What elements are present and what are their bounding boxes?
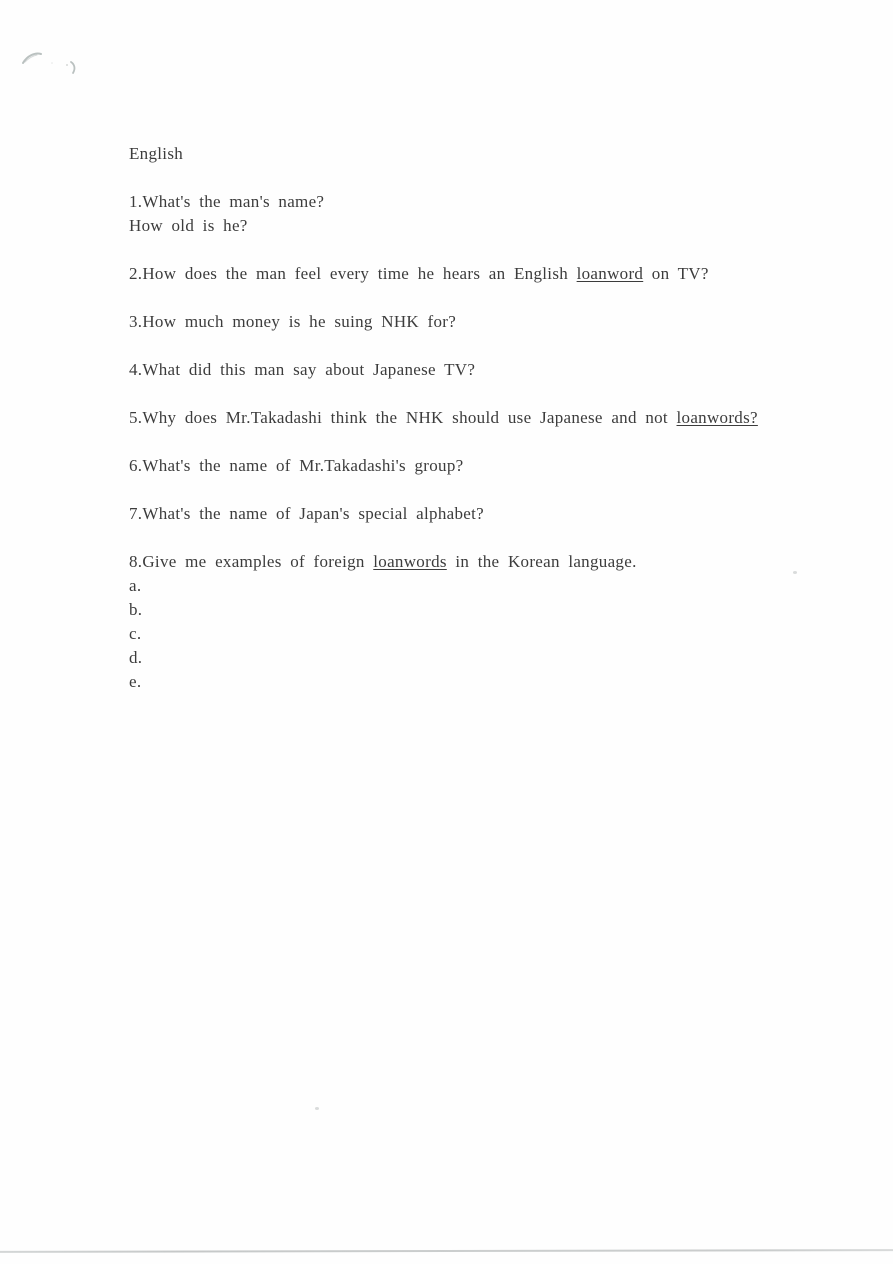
question-6: 6.What's the name of Mr.Takadashi's group? xyxy=(129,456,464,475)
answer-slot-c: c. xyxy=(129,624,142,643)
subject-header xyxy=(129,142,819,166)
underlined-term: loanwords? xyxy=(676,408,758,427)
answer-slot-d: d. xyxy=(129,648,143,667)
scan-speck xyxy=(793,571,797,574)
scan-speck xyxy=(315,1107,319,1110)
worksheet-content xyxy=(129,142,819,694)
question-4: 4.What did this man say about Japanese TV? xyxy=(129,360,476,379)
scan-artifact-line xyxy=(0,1249,893,1252)
pen-scribble-mark xyxy=(18,48,90,82)
underlined-term: loanwords xyxy=(373,552,447,571)
question-5: 5.Why does Mr.Takadashi think the NHK should use Japanese and not loanwords? xyxy=(129,408,758,427)
underlined-term: loanword xyxy=(576,264,644,283)
subject-header-text: English xyxy=(129,144,184,163)
question-1-line-1: 1.What's the man's name? xyxy=(129,192,325,211)
answer-slot-b: b. xyxy=(129,600,143,619)
question-7: 7.What's the name of Japan's special alphabet? xyxy=(129,504,484,523)
question-2: 2.How does the man feel every time he hears an English loanword on TV? xyxy=(129,264,709,283)
answer-slot-a: a. xyxy=(129,576,142,595)
question-3: 3.How much money is he suing NHK for? xyxy=(129,312,457,331)
question-8: 8.Give me examples of foreign loanwords in the Korean language. xyxy=(129,552,637,571)
answer-slot-e: e. xyxy=(129,672,142,691)
question-1-line-2: How old is he? xyxy=(129,216,248,235)
